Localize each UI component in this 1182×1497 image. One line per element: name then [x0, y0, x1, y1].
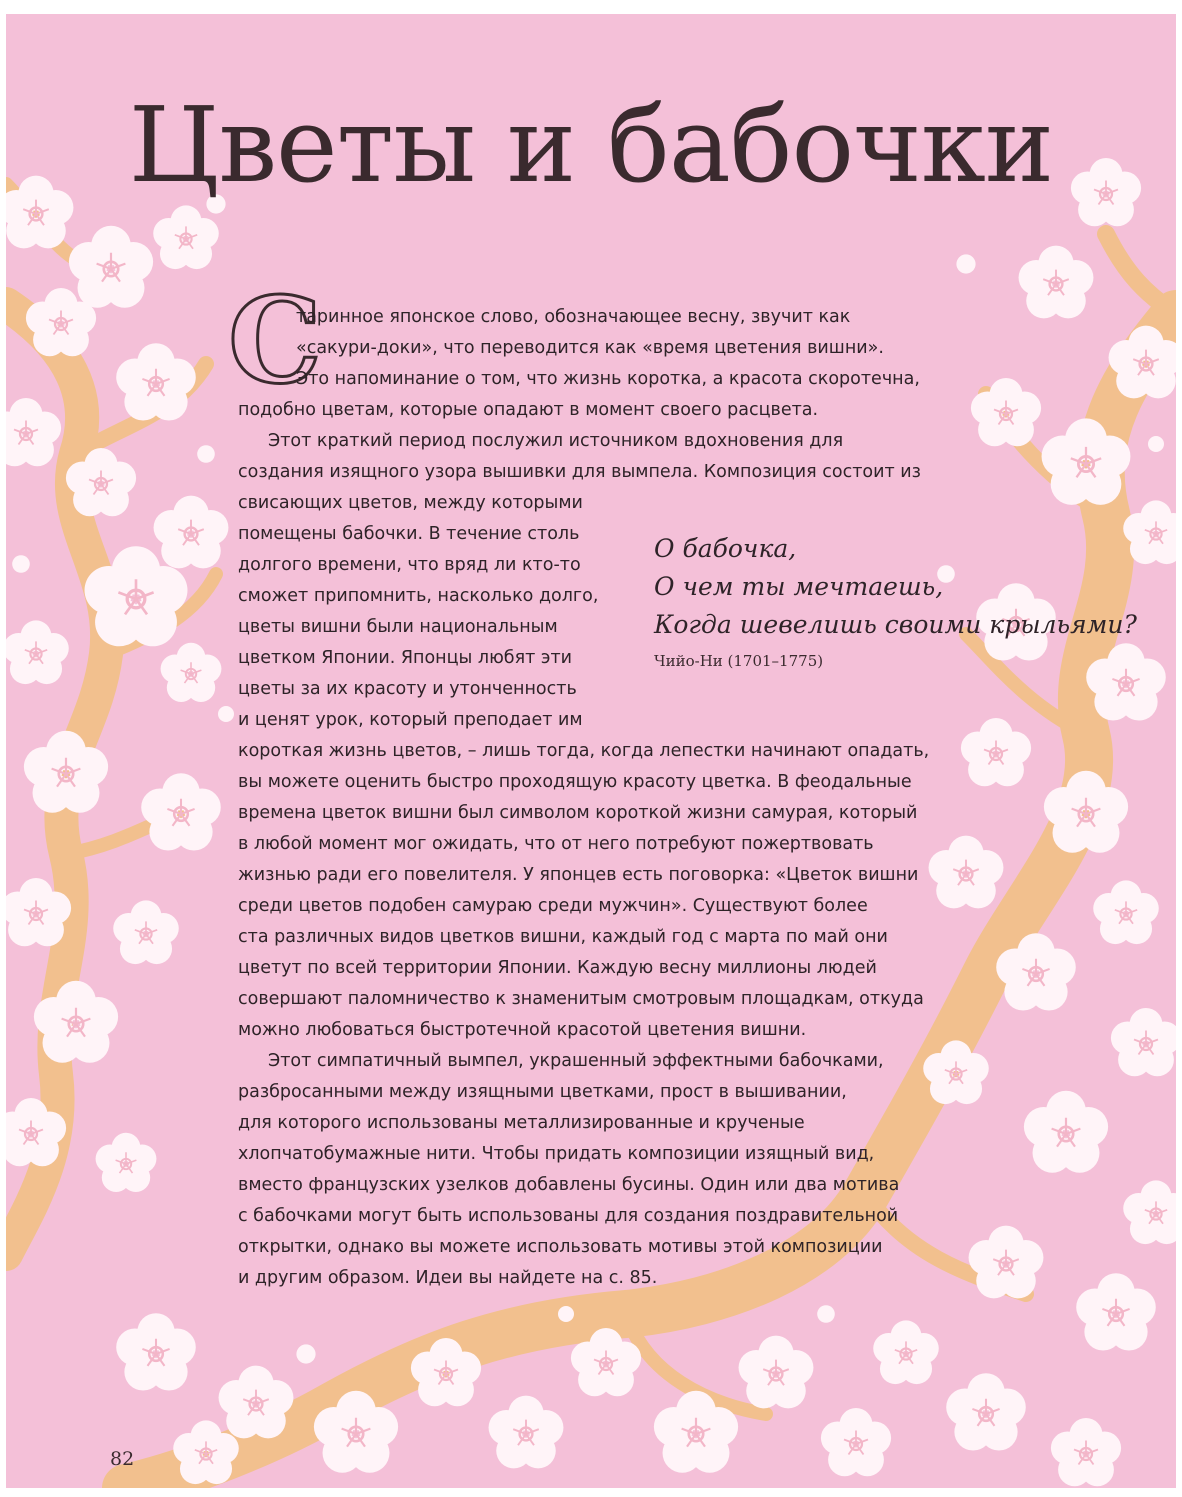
page	[6, 14, 1176, 1488]
page-number: 82	[110, 1448, 135, 1470]
paragraph-second-top	[238, 426, 921, 488]
text-line: вместо французских узелков добавлены бусины. Один или два мотива	[238, 1175, 900, 1195]
paragraph-second-narrow	[238, 488, 598, 736]
text-line: долгого времени, что вряд ли кто-то	[238, 555, 581, 575]
text-line: короткая жизнь цветов, – лишь тогда, когда лепестки начинают опадать,	[238, 741, 930, 761]
poem-author: Чийо-Ни (1701–1775)	[654, 652, 824, 670]
text-line: свисающих цветов, между которыми	[238, 493, 583, 513]
text-line: вы можете оценить быстро проходящую красоту цветка. В феодальные	[238, 772, 912, 792]
text-line: среди цветов подобен самураю среди мужчин». Существуют более	[238, 896, 868, 916]
drop-cap: С	[228, 271, 322, 410]
poem-line: Когда шевелишь своими крыльями?	[654, 610, 1137, 639]
text-line: с бабочками могут быть использованы для создания поздравительной	[238, 1206, 899, 1226]
paragraph-third	[238, 1046, 899, 1294]
text-line: Этот краткий период послужил источником вдохновения для	[268, 431, 844, 451]
text-line: Этот симпатичный вымпел, украшенный эффектными бабочками,	[268, 1051, 884, 1071]
text-line: помещены бабочки. В течение столь	[238, 524, 580, 544]
page-title: Цветы и бабочки	[128, 84, 1054, 206]
paragraph-second-bottom	[238, 736, 929, 1046]
text-line: можно любоваться быстротечной красотой цветения вишни.	[238, 1020, 807, 1040]
text-line: открытки, однако вы можете использовать мотивы этой композиции	[238, 1237, 883, 1257]
text-line: в любой момент мог ожидать, что от него потребуют пожертвовать	[238, 834, 874, 854]
poem-line: О бабочка,	[654, 534, 797, 563]
paragraph-intro-indent	[296, 364, 920, 395]
poem-line: О чем ты мечтаешь,	[654, 572, 944, 601]
text-line: для которого использованы металлизированные и крученые	[238, 1113, 805, 1133]
text-line: «сакури-доки», что переводится как «время цветения вишни».	[296, 338, 884, 358]
paragraph-intro-first	[296, 302, 884, 364]
text-line: сможет припомнить, насколько долго,	[238, 586, 599, 606]
text-line: времена цветок вишни был символом короткой жизни самурая, который	[238, 803, 918, 823]
text-line: подобно цветам, которые опадают в момент своего расцвета.	[238, 400, 819, 420]
text-line: и ценят урок, который преподает им	[238, 710, 583, 730]
text-line: ста различных видов цветков вишни, каждый год с марта по май они	[238, 927, 888, 947]
text-line: и другим образом. Идеи вы найдете на с. 85.	[238, 1268, 658, 1288]
text-line: жизнью ради его повелителя. У японцев есть поговорка: «Цветок вишни	[238, 865, 919, 885]
text-line: цветком Японии. Японцы любят эти	[238, 648, 573, 668]
text-line: цветы за их красоту и утонченность	[238, 679, 577, 699]
text-line: создания изящного узора вышивки для вымпела. Композиция состоит из	[238, 462, 921, 482]
poem	[654, 530, 1137, 644]
text-line: цветут по всей территории Японии. Каждую весну миллионы людей	[238, 958, 877, 978]
text-line: таринное японское слово, обозначающее весну, звучит как	[296, 307, 851, 327]
text-line: совершают паломничество к знаменитым смотровым площадкам, откуда	[238, 989, 924, 1009]
text-line: хлопчатобумажные нити. Чтобы придать композиции изящный вид,	[238, 1144, 875, 1164]
text-line: Это напоминание о том, что жизнь коротка, а красота скоротечна,	[296, 369, 920, 389]
text-line: цветы вишни были национальным	[238, 617, 558, 637]
text-line: разбросанными между изящными цветками, прост в вышивании,	[238, 1082, 847, 1102]
paragraph-intro-rest	[238, 395, 818, 426]
